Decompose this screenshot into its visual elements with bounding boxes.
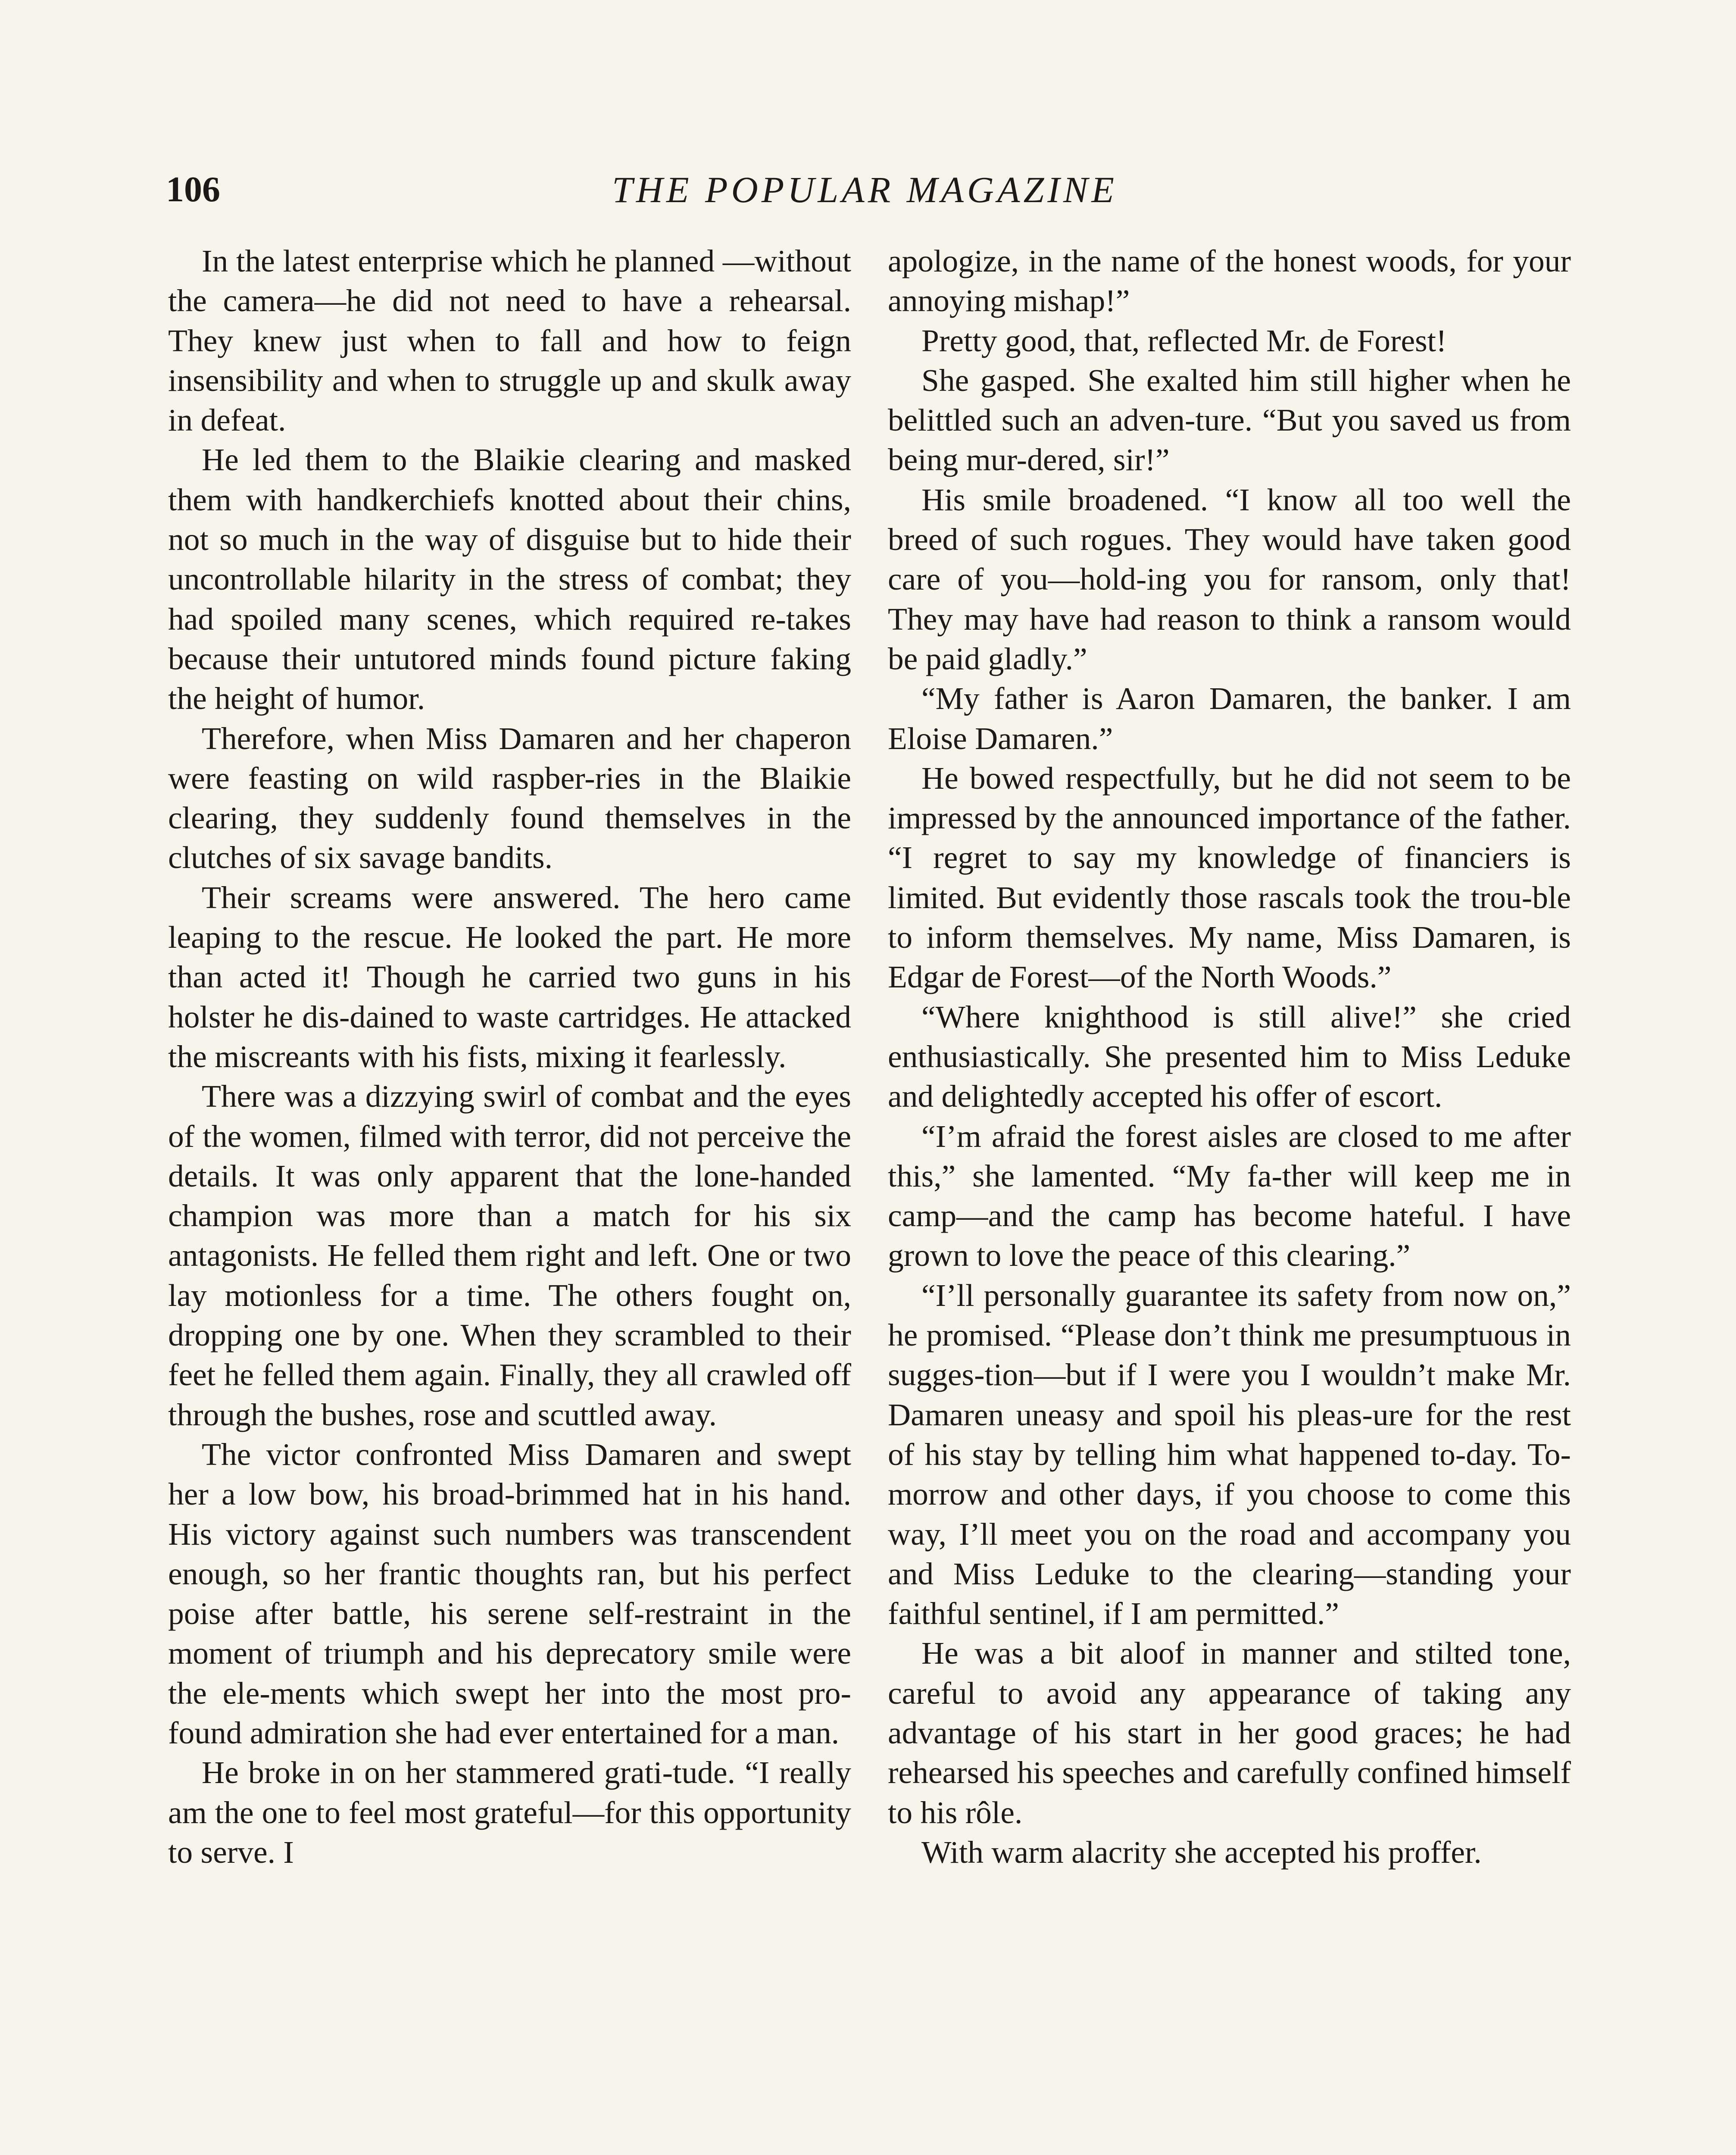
paragraph: He broke in on her stammered grati-tude. “I really am the one to feel most grateful—for this opportunity to serve. I (168, 1755, 851, 1870)
paragraph: There was a dizzying swirl of combat and the eyes of the women, filmed with terror, did not perceive the details. It was only apparent that the lone-handed champion was more than a match for his six antagonists. He felled them right and left. One or two lay motionless for a time. The others fought on, dropping one by one. When they scrambled to their feet he felled them again. Finally, they all crawled off through the bushes, rose and scuttled away. (168, 1079, 851, 1432)
right-column (888, 241, 1571, 1872)
paragraph: “I’m afraid the forest aisles are closed to me after this,” she lamented. “My fa-ther will keep me in camp—and the camp has become hateful. I have grown to love the peace of this clearing.” (888, 1118, 1571, 1273)
paragraph-continued: apologize, in the name of the honest woods, for your annoying mishap!” (888, 244, 1571, 319)
running-title: THE POPULAR MAGAZINE (612, 169, 1118, 210)
paragraph: His smile broadened. “I know all too well the breed of such rogues. They would have taken good care of you—hold-ing you for ransom, only that! They may have had reason to think a ransom would be paid gladly.” (888, 482, 1571, 676)
paragraph: He led them to the Blaikie clearing and masked them with handkerchiefs knotted about their chins, not so much in the way of disguise but to hide their uncontrollable hilarity in the stress of combat; they had spoiled many scenes, which required re-takes because their untutored minds found picture faking the height of humor. (168, 442, 851, 716)
paragraph: He was a bit aloof in manner and stilted tone, careful to avoid any appearance of taking any advantage of his start in her good graces; he had rehearsed his speeches and carefully confined himself to his rôle. (888, 1636, 1571, 1830)
paragraph: Their screams were answered. The hero came leaping to the rescue. He looked the part. He more than acted it! Though he carried two guns in his holster he dis-dained to waste cartridges. He attacked the miscreants with his fists, mixing it fearlessly. (168, 880, 851, 1074)
paragraph: “I’ll personally guarantee its safety from now on,” he promised. “Please don’t think me presumptuous in sugges-tion—but if I were you I wouldn’t make Mr. Damaren uneasy and spoil his pleas-ure for the rest of his stay by telling him what happened to-day. To-morrow and other days, if you choose to come this way, I’ll meet you on the road and accompany you and Miss Leduke to the clearing—standing your faithful sentinel, if I am permitted.” (888, 1277, 1571, 1631)
paragraph: He bowed respectfully, but he did not seem to be impressed by the announced importance of the father. “I regret to say my knowledge of financiers is limited. But evidently those rascals took the trou-ble to inform themselves. My name, Miss Damaren, is Edgar de Forest—of the North Woods.” (888, 760, 1571, 995)
paragraph: Pretty good, that, reflected Mr. de Forest! (921, 323, 1447, 358)
paragraph: “My father is Aaron Damaren, the banker. I am Eloise Damaren.” (888, 681, 1571, 756)
paragraph: With warm alacrity she accepted his proffer. (921, 1834, 1482, 1870)
page-header (166, 164, 1564, 216)
page-number: 106 (166, 169, 220, 209)
paragraph: Therefore, when Miss Damaren and her chaperon were feasting on wild raspber-ries in the Blaikie clearing, they suddenly found themselves in the clutches of six savage bandits. (168, 721, 851, 875)
paragraph: The victor confronted Miss Damaren and swept her a low bow, his broad-brimmed hat in his hand. His victory against such numbers was transcendent enough, so her frantic thoughts ran, but his perfect poise after battle, his serene self-restraint in the moment of triumph and his deprecatory smile were the ele-ments which swept her into the most pro-found admiration she had ever entertained for a man. (168, 1437, 851, 1750)
paragraph: “Where knighthood is still alive!” she cried enthusiastically. She presented him to Miss Leduke and delightedly accepted his offer of escort. (888, 999, 1571, 1114)
left-column (168, 241, 851, 1872)
paragraph: She gasped. She exalted him still higher when he belittled such an adven-ture. “But you saved us from being mur-dered, sir!” (888, 362, 1571, 478)
paragraph: In the latest enterprise which he planned —without the camera—he did not need to have a rehearsal. They knew just when to fall and how to feign insensibility and when to struggle up and skulk away in defeat. (168, 244, 851, 438)
